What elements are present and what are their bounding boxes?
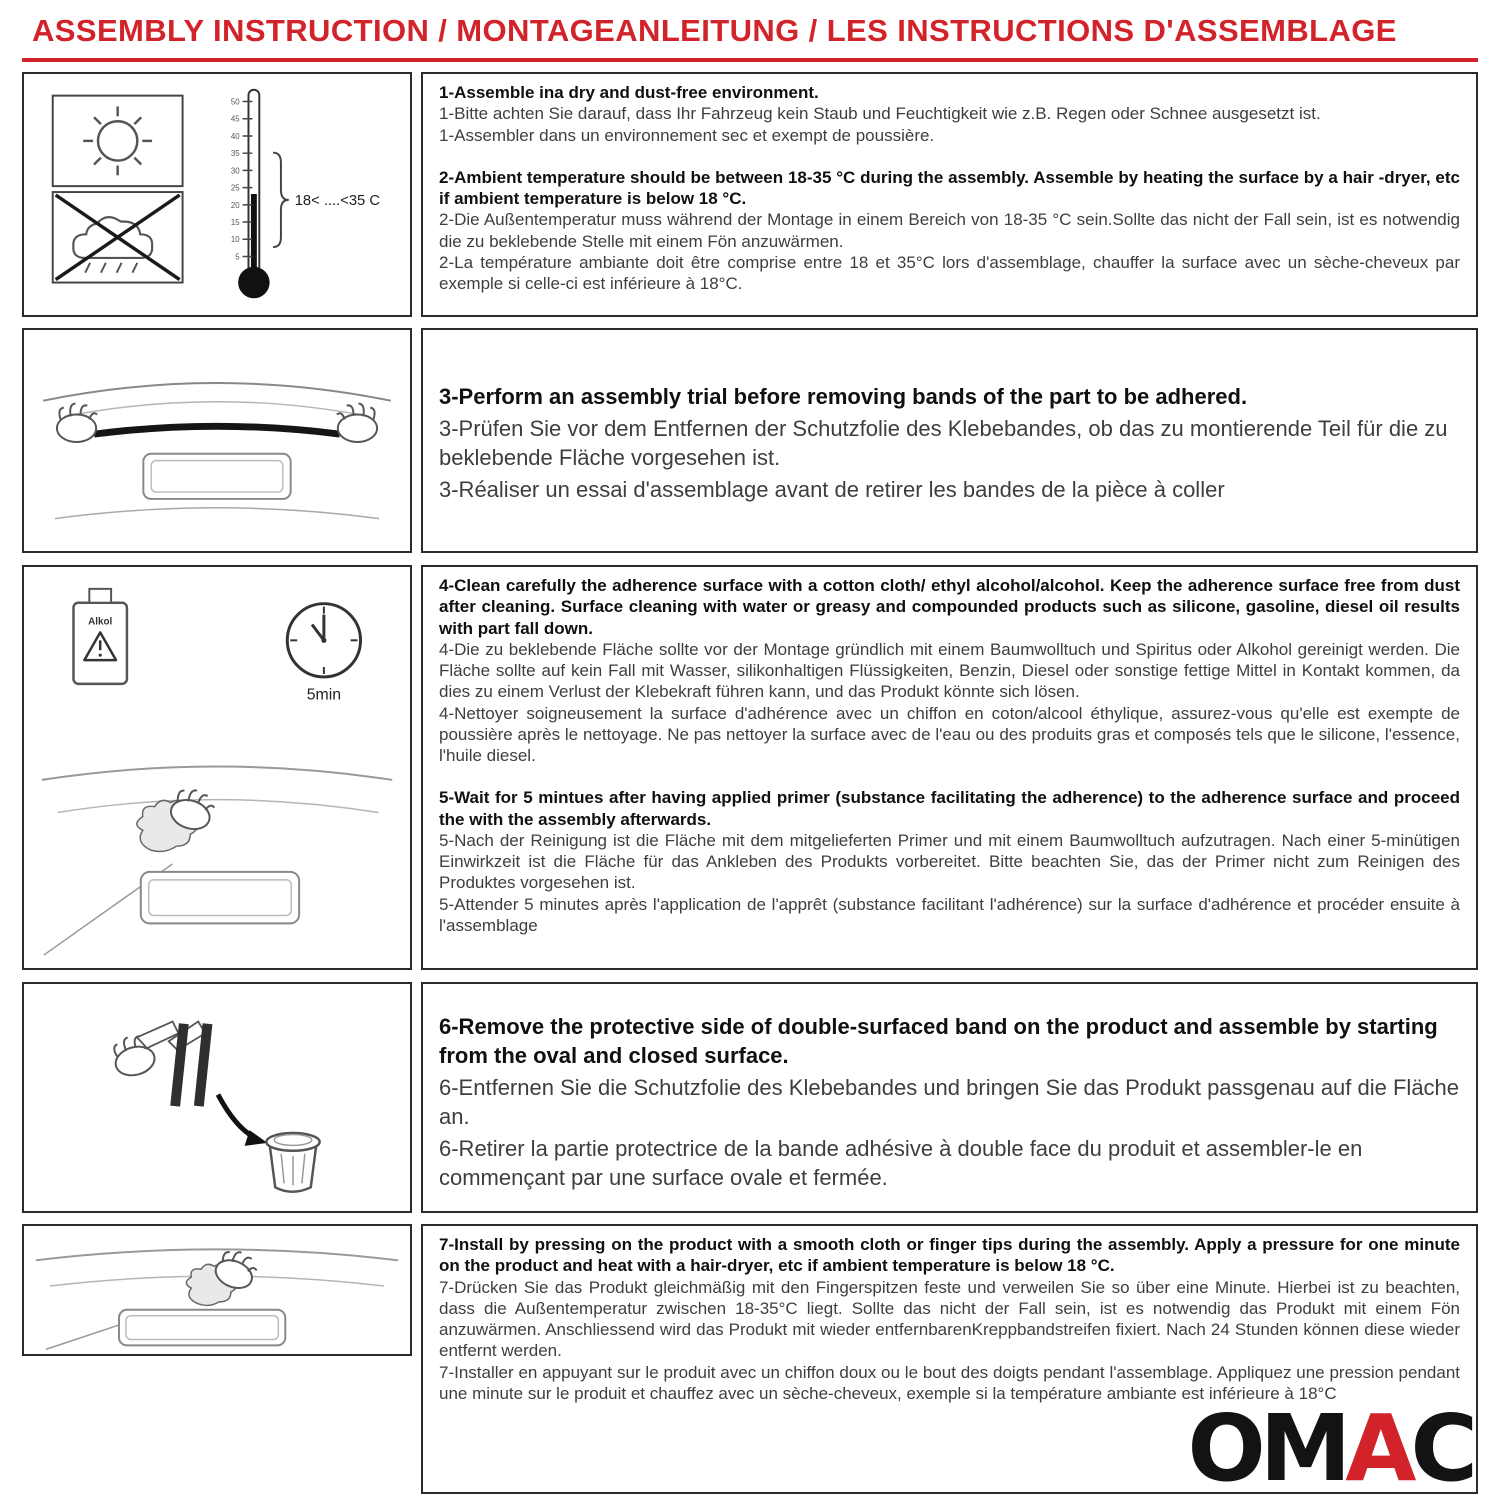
svg-text:10: 10	[230, 235, 240, 245]
instruction-7-de: 7-Drücken Sie das Produkt gleichmäßig mit den Fingerspitzen feste und verweilen Sie so über eine Minute. Hierbei ist zu beachten, dass die Außentemperatur zwischen 18-35°C liegt. Sollte das nicht der Fall sein, ist es notwendig das Produkt mit einem Fön anzuwärmen. Anschliessend wird das Produkt mit wieder entfernbarenKreppbandstreifen fixiert. Nach 24 Stunden können diese wieder entfernt werden.	[439, 1277, 1460, 1361]
svg-text:50: 50	[230, 97, 240, 107]
section-cleaning-primer	[22, 565, 1478, 970]
instruction-6-de: 6-Entfernen Sie die Schutzfolie des Klebebandes und bringen Sie das Produkt passgenau auf die Fläche an.	[439, 1075, 1460, 1130]
assembly-trial-icon-box	[22, 328, 412, 553]
instruction-3-en: 3-Perform an assembly trial before removing bands of the part to be adhered.	[439, 384, 1248, 409]
section-environment-temperature	[22, 72, 1478, 317]
left-hand-icon	[57, 404, 97, 442]
logo-letter-o: O	[1187, 1395, 1260, 1500]
instruction-3-fr: 3-Réaliser un essai d'assemblage avant de retirer les bandes de la pièce à coller	[439, 477, 1225, 503]
clock-icon	[287, 604, 360, 677]
environment-icons-box	[22, 72, 412, 317]
instruction-1-en: 1-Assemble ina dry and dust-free environment.	[439, 83, 819, 102]
clock-duration-label: 5min	[306, 686, 342, 704]
instruction-2-fr: 2-La température ambiante doit être comprise entre 18 et 35°C lors d'assemblage, chauffer la surface avec un sèche-cheveux par exemple si celle-ci est inférieure à 18°C.	[439, 252, 1460, 293]
instruction-2-en: 2-Ambient temperature should be between 18-35 °C during the assembly. Assemble by heating the surface by a hair -dryer, etc if ambient temperature is below 18 °C.	[439, 167, 1460, 208]
temperature-range-label: 18< ....<35 C	[294, 192, 380, 209]
sun-icon	[53, 96, 183, 186]
remove-band-icon-box	[22, 982, 412, 1213]
instruction-7-en: 7-Install by pressing on the product with a smooth cloth or finger tips during the assembly. Apply a pressure for one minute on the product and heat with a hair-dryer, etc if ambient temperature is below 18 °C.	[439, 1235, 1460, 1276]
section-assembly-trial	[22, 328, 1478, 553]
wipe-surface-illustration	[42, 767, 392, 956]
svg-text:20: 20	[230, 200, 240, 210]
instruction-2-de: 2-Die Außentemperatur muss während der Montage in einem Bereich von 18-35 °C sein.Sollte das nicht der Fall sein, ist es notwendig die zu beklebende Stelle mit einem Fön anzuwärmen.	[439, 210, 1460, 251]
instruction-1-de: 1-Bitte achten Sie darauf, dass Ihr Fahrzeug kein Staub und Feuchtigkeit wie z.B. Regen oder Schnee ausgesetzt ist.	[439, 104, 1321, 124]
instruction-4-en: 4-Clean carefully the adherence surface with a cotton cloth/ ethyl alcohol/alcohol. Keep the adherence surface free from dust after cleaning. Surface cleaning with water or greasy and compounded products such as silicone, gasoline, diesel oil results with part fall down.	[439, 576, 1460, 638]
svg-text:35: 35	[230, 149, 240, 159]
pull-band-illustration	[24, 330, 410, 551]
adhesive-band	[94, 426, 340, 434]
instruction-3-de: 3-Prüfen Sie vor dem Entfernen der Schutzfolie des Klebebandes, ob das zu montierende Teil für die zu beklebende Fläche vorgesehen ist.	[439, 416, 1448, 471]
logo-letter-c: C	[1410, 1395, 1472, 1500]
title-underline	[22, 58, 1478, 62]
press-surface-illustration	[24, 1226, 410, 1354]
svg-text:25: 25	[230, 183, 240, 193]
thermometer-icon	[231, 90, 380, 299]
trash-can-icon	[266, 1133, 319, 1192]
logo-letter-a: A	[1345, 1395, 1411, 1500]
instruction-7-fr: 7-Installer en appuyant sur le produit avec un chiffon doux ou le bout des doigts pendant l'assemblage. Appliquez une pression pendant une minute sur le produit et chauffez avec un sèche-cheveux, exemple si la température ambiante est inférieure à 18°C	[439, 1362, 1460, 1403]
instruction-5-fr: 5-Attender 5 minutes après l'application de l'apprêt (substance facilitant l'adhérence) sur la surface d'adhérence et procéder ensuite à l'assemblage	[439, 894, 1460, 935]
instruction-4-de: 4-Die zu beklebende Fläche sollte vor der Montage gründlich mit einem Baumwolltuch und Spiritus oder Alkohol gereinigt werden. Die Fläche sollte auf kein Fall mit Wasser, silikonhaltigen Flüssigkeiten, Benzin, Diesel oder sonstige fettige Mittel in Kontakt kommen, da dies zu einem Verlust der Klebekraft führen kann, und das Produkt könnte sich lösen.	[439, 639, 1460, 702]
svg-text:45: 45	[230, 114, 240, 124]
instruction-6-fr: 6-Retirer la partie protectrice de la bande adhésive à double face du produit et assembler-le en commençant par une surface ovale et fermée.	[439, 1136, 1363, 1191]
svg-text:5: 5	[235, 252, 240, 262]
alcohol-bottle-icon	[73, 589, 126, 684]
section-remove-band	[22, 982, 1478, 1213]
right-hand-icon	[337, 404, 377, 442]
cleaning-text-box	[421, 565, 1478, 970]
instruction-1-fr: 1-Assembler dans un environnement sec et exempt de poussière.	[439, 125, 935, 145]
assembly-trial-text-box	[421, 328, 1478, 553]
logo-letter-m: M	[1259, 1395, 1346, 1500]
environment-icons	[24, 74, 410, 315]
cleaning-icons-box	[22, 565, 412, 970]
cleaning-illustration	[24, 567, 410, 968]
no-rain-icon	[53, 192, 183, 282]
remove-band-text-box	[421, 982, 1478, 1213]
svg-text:15: 15	[230, 217, 240, 227]
environment-text-box	[421, 72, 1478, 317]
instruction-5-de: 5-Nach der Reinigung ist die Fläche mit dem mitgelieferten Primer und mit einem Baumwolltuch aufzutragen. Nach einer 5-minütigen Einwirkzeit ist die Fläche für das Ankleben des Produkts vorbereitet. Bitte beachten Sie, das der Primer nicht zum Reinigen des Produktes vorgesehen ist.	[439, 830, 1460, 893]
instruction-4-fr: 4-Nettoyer soigneusement la surface d'adhérence avec un chiffon en coton/alcool éthylique, assurez-vous qu'elle est exempte de poussière après le nettoyage. Ne pas nettoyer la surface avec de l'eau ou des produits gras et composés tels que le silicone, l'essence, l'huile diesel.	[439, 703, 1460, 765]
bottle-label: Alkol	[88, 616, 113, 628]
instruction-5-en: 5-Wait for 5 mintues after having applied primer (substance facilitating the adherence) to the adherence surface and proceed the with the assembly afterwards.	[439, 788, 1460, 829]
press-install-icon-box	[22, 1224, 412, 1356]
svg-text:30: 30	[230, 166, 240, 176]
omac-logo	[1187, 1395, 1472, 1500]
range-brace	[273, 153, 289, 247]
page-title: ASSEMBLY INSTRUCTION / MONTAGEANLEITUNG / LES INSTRUCTIONS D'ASSEMBLAGE	[32, 13, 1397, 48]
instruction-6-en: 6-Remove the protective side of double-surfaced band on the product and assemble by starting from the oval and closed surface.	[439, 1014, 1438, 1069]
svg-text:40: 40	[230, 131, 240, 141]
peel-band-illustration	[24, 984, 410, 1211]
